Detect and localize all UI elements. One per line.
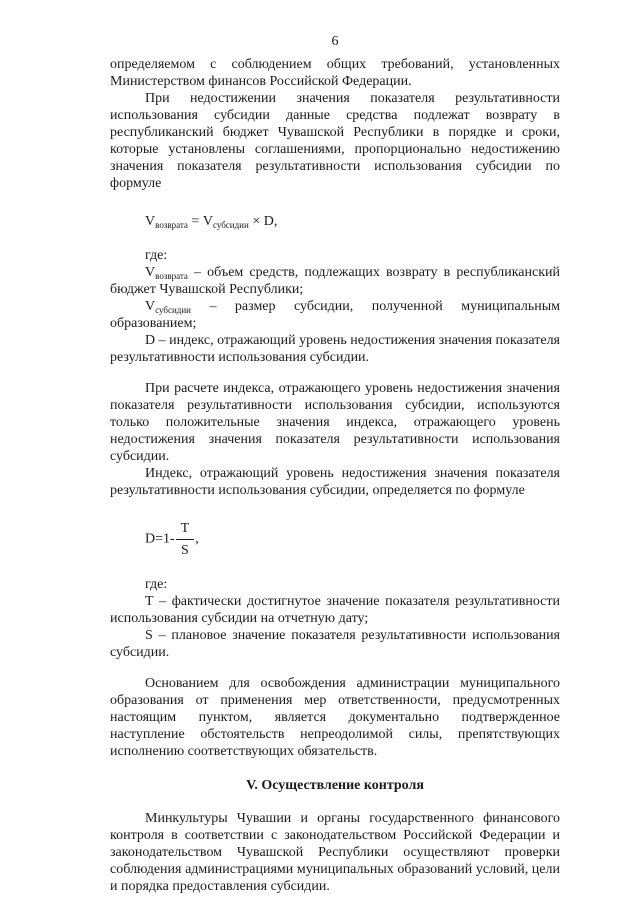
formula-variable: V bbox=[145, 214, 156, 229]
formula-variable: V bbox=[202, 214, 213, 229]
formula-subscript: возврата bbox=[155, 220, 188, 230]
section-heading-control: V. Осуществление контроля bbox=[246, 778, 424, 793]
paragraph-index-calculation: При расчете индекса, отражающего уровень недостижения значения показателя результативности использования субсидии, используются только положительные значения индекса, отражающего уровень недостижения значения показателя результативности использования субсидии. bbox=[110, 381, 560, 464]
definition-subscript: субсидии bbox=[155, 305, 191, 315]
formula-prefix: D=1- bbox=[145, 531, 175, 547]
formula-v-return bbox=[145, 212, 560, 231]
definition-variable: V bbox=[145, 299, 156, 314]
paragraph-control-checks: Минкультуры Чувашии и органы государственного финансового контроля в соответствии с законодательством Российской Федерации и законодательством Чувашской Республики осуществляют проверки соблюдения администрациями муниципальных образований условий, цели и порядка предоставления субсидии. bbox=[110, 811, 560, 894]
paragraph-index-formula-intro: Индекс, отражающий уровень недостижения значения показателя результативности использования субсидии, определяется по формуле bbox=[110, 466, 560, 498]
definition-v-return bbox=[110, 264, 560, 298]
definition-text: – размер субсидии, полученной муниципальным образованием; bbox=[110, 299, 560, 331]
formula-subscript: субсидии bbox=[212, 220, 249, 230]
paragraph-exemption: Основанием для освобождения администрации муниципального образования от применения мер ответственности, предусмотренных настоящим пунктом, является документально подтвержденное наступление обстоятельств непреодолимой силы, препятствующих исполнению соответствующих обязательств. bbox=[110, 676, 560, 759]
definition-d-index: D – индекс, отражающий уровень недостижения значения показателя результативности использования субсидии. bbox=[110, 333, 560, 365]
definition-text: – объем средств, подлежащих возврату в республиканский бюджет Чувашской Республики; bbox=[110, 265, 560, 297]
fraction-denominator: S bbox=[181, 543, 189, 558]
fraction-numerator: T bbox=[176, 519, 195, 540]
page-number: 6 bbox=[331, 34, 339, 49]
paragraph-return-rule: При недостижении значения показателя результативности использования субсидии данные средства подлежат возврату в республиканский бюджет Чувашской Республики в порядке и сроки, которые установлены соглашениями, пропорционально недостижению значения показателя результативности использования субсидии по формуле bbox=[110, 91, 560, 191]
definition-s-planned: S – плановое значение показателя результативности использования субсидии. bbox=[110, 628, 560, 660]
definition-subscript: возврата bbox=[155, 271, 188, 281]
definition-t-actual: Т – фактически достигнутое значение показателя результативности использования субсидии на отчетную дату; bbox=[110, 594, 560, 626]
formula-equals: = bbox=[187, 214, 203, 229]
where-label: где: bbox=[145, 577, 168, 592]
formula-d-index bbox=[145, 519, 560, 560]
where-label: где: bbox=[145, 248, 168, 263]
formula-tail: × D, bbox=[248, 214, 278, 229]
paragraph-continuation: определяемом с соблюдением общих требований, установленных Министерством финансов Российской Федерации. bbox=[110, 57, 560, 89]
fraction bbox=[176, 519, 195, 560]
formula-suffix: , bbox=[195, 531, 199, 547]
definition-variable: V bbox=[145, 265, 156, 280]
definition-v-subsidy bbox=[110, 298, 560, 332]
